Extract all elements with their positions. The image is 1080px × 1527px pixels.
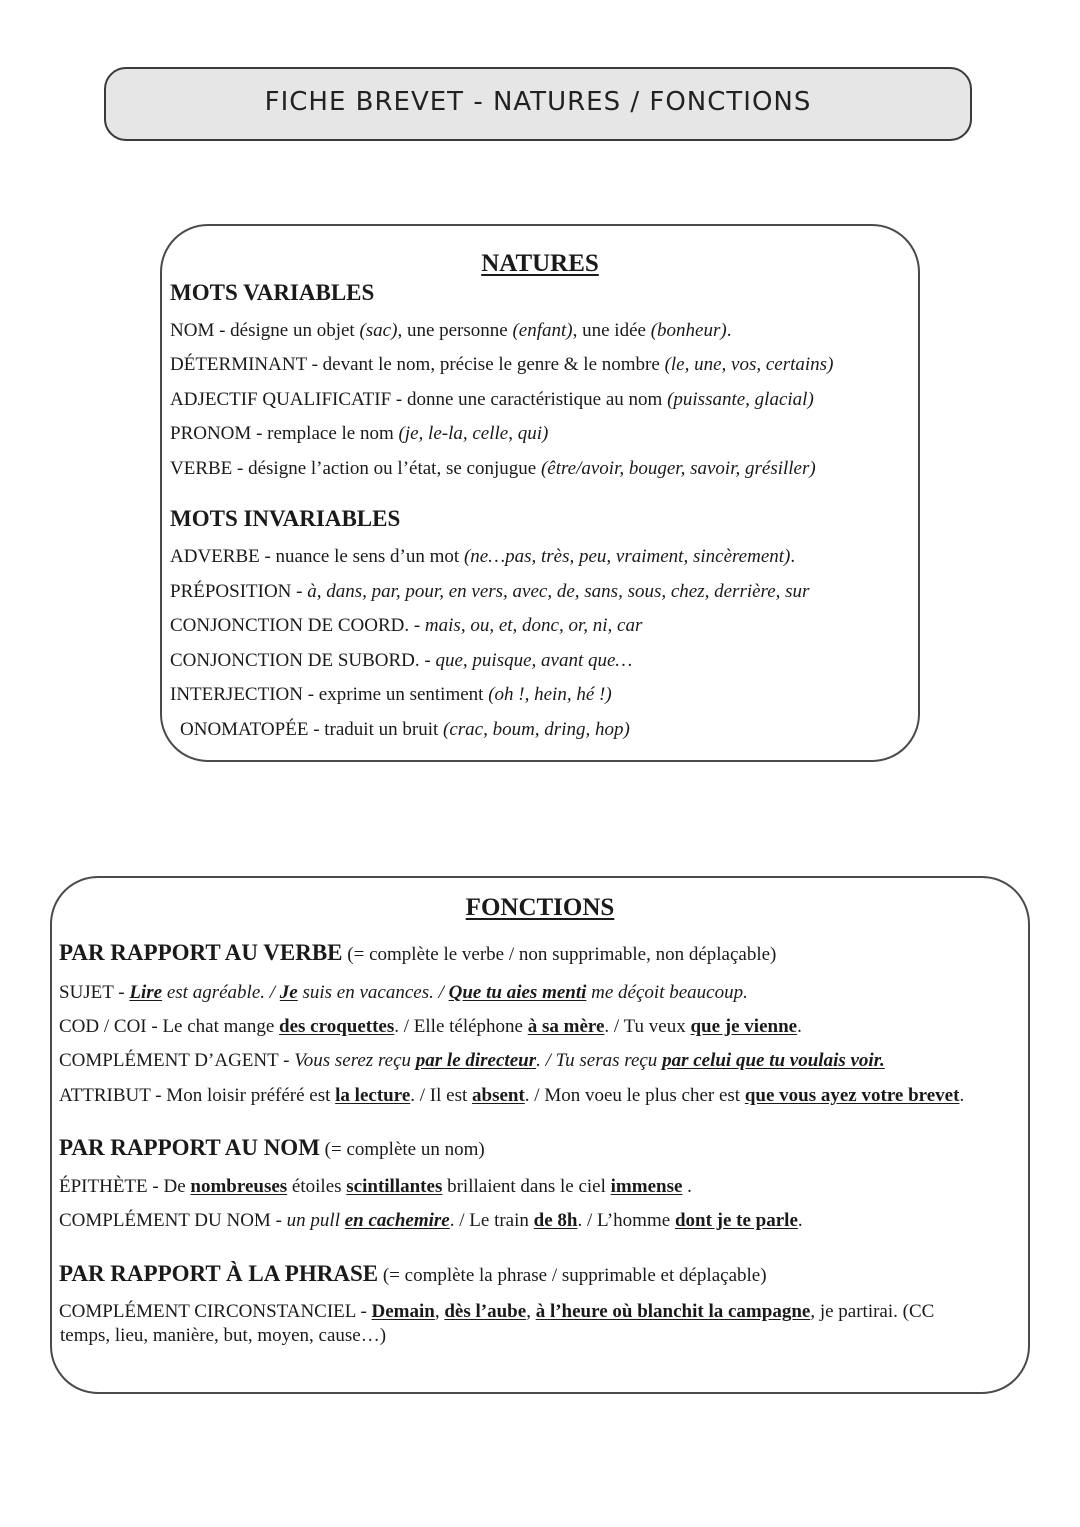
nature-interjection: INTERJECTION - exprime un sentiment (oh !, hein, hé !) bbox=[170, 684, 612, 705]
nature-conj-subord: CONJONCTION DE SUBORD. - que, puisque, avant que… bbox=[170, 650, 633, 671]
nature-onomatopee: ONOMATOPÉE - traduit un bruit (crac, boum, dring, hop) bbox=[180, 719, 630, 740]
mots-invariables-heading: MOTS INVARIABLES bbox=[170, 506, 401, 531]
fonctions-section bbox=[50, 876, 1030, 1394]
fonction-epithete: ÉPITHÈTE - De nombreuses étoiles scintillantes brillaient dans le ciel immense . bbox=[59, 1176, 692, 1197]
fonctions-heading: FONCTIONS bbox=[465, 894, 615, 921]
nature-nom: NOM - désigne un objet (sac), une personne (enfant), une idée (bonheur). bbox=[170, 320, 732, 341]
fonction-sujet: SUJET - Lire est agréable. / Je suis en vacances. / Que tu aies menti me déçoit beaucoup. bbox=[59, 982, 748, 1003]
fonction-attribut: ATTRIBUT - Mon loisir préféré est la lecture. / Il est absent. / Mon voeu le plus cher est que vous ayez votre brevet. bbox=[59, 1085, 965, 1106]
nature-conj-coord: CONJONCTION DE COORD. - mais, ou, et, donc, or, ni, car bbox=[170, 615, 643, 636]
title-banner bbox=[104, 67, 972, 141]
nature-verbe: VERBE - désigne l’action ou l’état, se conjugue (être/avoir, bouger, savoir, grésiller) bbox=[170, 458, 816, 479]
nature-adjectif: ADJECTIF QUALIFICATIF - donne une caractéristique au nom (puissante, glacial) bbox=[170, 389, 814, 410]
fonction-complement-agent: COMPLÉMENT D’AGENT - Vous serez reçu par le directeur. / Tu seras reçu par celui que tu voulais voir. bbox=[59, 1050, 885, 1071]
natures-section bbox=[160, 224, 920, 762]
phrase-heading: PAR RAPPORT À LA PHRASE (= complète la phrase / supprimable et déplaçable) bbox=[59, 1261, 767, 1286]
natures-heading: NATURES bbox=[481, 250, 599, 277]
fonction-complement-circonstanciel: COMPLÉMENT CIRCONSTANCIEL - Demain, dès l’aube, à l’heure où blanchit la campagne, je partirai. (CC bbox=[59, 1301, 935, 1322]
nature-determinant: DÉTERMINANT - devant le nom, précise le genre & le nombre (le, une, vos, certains) bbox=[170, 354, 834, 375]
fonction-cod-coi: COD / COI - Le chat mange des croquettes. / Elle téléphone à sa mère. / Tu veux que je vienne. bbox=[59, 1016, 802, 1037]
nature-pronom: PRONOM - remplace le nom (je, le-la, celle, qui) bbox=[170, 423, 549, 444]
nature-preposition: PRÉPOSITION - à, dans, par, pour, en vers, avec, de, sans, sous, chez, derrière, sur bbox=[170, 581, 810, 602]
fonction-complement-nom: COMPLÉMENT DU NOM - un pull en cachemire. / Le train de 8h. / L’homme dont je te parle. bbox=[59, 1210, 803, 1231]
nature-adverbe: ADVERBE - nuance le sens d’un mot (ne…pas, très, peu, vraiment, sincèrement). bbox=[170, 546, 796, 567]
mots-variables-heading: MOTS VARIABLES bbox=[170, 280, 375, 305]
page-title: FICHE BREVET - NATURES / FONCTIONS bbox=[264, 87, 812, 117]
fonction-cc-types: temps, lieu, manière, but, moyen, cause…) bbox=[60, 1325, 387, 1346]
nom-heading: PAR RAPPORT AU NOM (= complète un nom) bbox=[59, 1135, 485, 1160]
verbe-heading: PAR RAPPORT AU VERBE (= complète le verbe / non supprimable, non déplaçable) bbox=[59, 940, 777, 965]
